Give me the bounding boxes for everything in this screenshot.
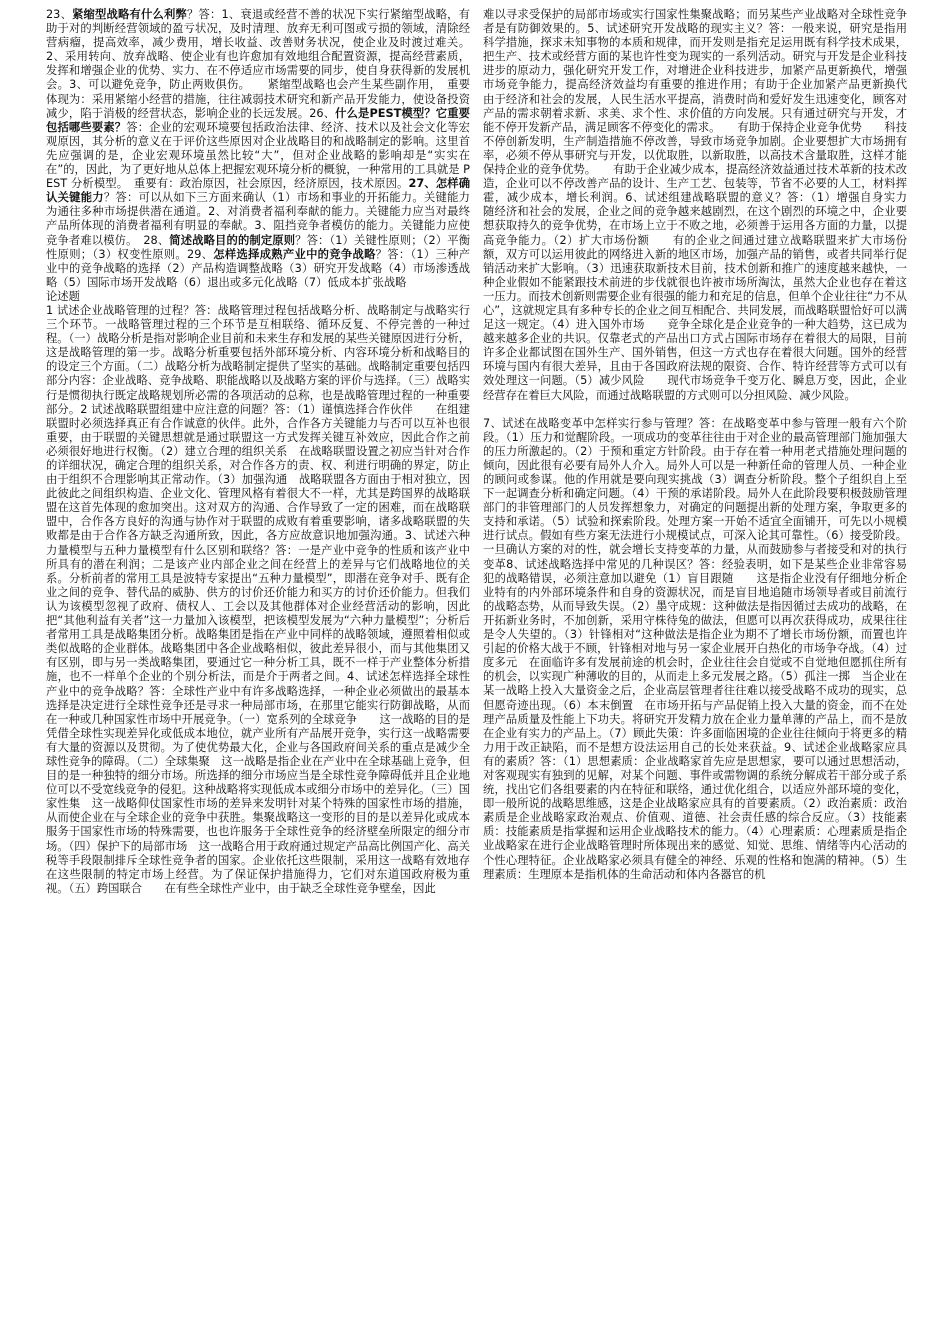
paragraph	[483, 8, 930, 403]
question-title: 怎样选择成熟产业中的竞争战略	[213, 247, 376, 261]
paragraph	[46, 304, 470, 896]
body-text: 1 试述企业战略管理的过程？答：战略管理过程包括战略分析、战略制定与战略实行三个环节。一战略管理过程的三个环节是互相联络、循环反复、不停完善的一种过程。（一）战略分析是指对影响企业目前和未来生存和发展的某些关键原因进行分析，这是战略管理的第一步。战略分析重要包括外部环境分析、内容环境分析和战略目的的设定三个方面。（二）战略分析为战略制定提供了坚实的基础。战略制定重要包括四部分内容：企业战略、竞争战略、职能战略以及战略方案的评价与选择。（三）战略实行是惯彻执行既定战略规划所必需的各项活动的总称，也是战略管理过程的一种重要部分。2 试述战略联盟组建中应注意的问题？答：（1）谨慎选择合作伙伴 在组建联盟时必须选择真正有合作诚意的伙伴。此外，合作各方关键能力与否可以互补也很重要，由于联盟的关键思想就是通过联盟这一方式发挥关键互补效应，因此合作之前必须很好地进行权衡。（2）建立合理的组织关系 在战略联盟设置之初应当针对合作的详细状况，确定合理的组织关系，对合作各方的责、权、利进行明确的界定，防止由于组织不合理影响其正常动作。（3）加强沟通 战略联盟各方面由于相对独立，因此彼此之间组织构造、企业文化、管理风格有着很大不一样，尤其是跨国界的战略联盟在这首先体现的愈加突出。这对双方的沟通、合作导致了一定的困难，而在战略联盟中，合作各方良好的沟通与协作对于联盟的成败有着重要影响，诸多战略联盟的失败都是由于合作各方缺乏沟通所致，因此，各方应故意识地加强沟通。3、试述六种力量模型与五种力量模型有什么区别和联络？答：一是产业中竞争的性质和该产业中所具有的潜在利润；二是该产业内部企业之间在经营上的差异与它们战略地位的关系。分析前者的常用工具是波特专家提出“五种力量模型”，即潜在竞争对手、既有企业之间的竞争、替代品的威胁、供方的讨价还价能力和买方的讨价还价能力。但我们认为该模型忽视了政府、债权人、工会以及其他群体对企业经营活动的影响，因此把“其他利益有关者”这一力量加入该模型，把该模型发展为“六种力量模型”；分析后者常用工具是战略集团分析。战略集团是指在产业中同样的战略领域，遵照着相似或类似战略的企业群体。战略集团中各企业战略相似，彼此差异很小，而与其他集团又有区别，即与另一类战略集团，要通过它一种分析工具，既不一样于产业整体分析措施，也不一样单个企业的个别分析法，而是介于两者之间。4、试述怎样选择全球性产业中的竞争战略？答：全球性产业中有许多战略选择，一种企业必须做出的最基本选择是决定进行全球性竞争还是寻求一种局部市场，在那里它能实行防御战略，从而在一种或几种国家性市场中开展竞争。（一）宽系列的全球竞争 这一战略的目的是凭借全球性实现差异化或低成本地位，就产业所有产品展开竞争，实行这一战略需要有大量的资源以及贯彻。为了使优势最大化，企业与各国政府间关系的重点是减少全球性竞争的障碍。（二）全球集聚 这一战略是指企业在产业中在全球基础上竞争，但目的是一种独特的细分市场。所选择的细分市场应当是全球性竞争障碍低并且企业地位可以不受宽线竞争的侵犯。这种战略将实现低成本或细分市场中的差异化。（三）国家性集 这一战略仰仗国家性市场的差异来发明针对某个特殊的国家性市场的措施，从而使企业在与全球企业的竞争中获胜。集聚战略这一变形的目的是以差异化或成本服务于国家性市场的特殊需要，也也许服务于全球性竞争的经济壁垒所限定的细分市场。（四）保护下的局部市场 这一战略合用于政府通过规定产品高比例国产化、高关税等手段限制排斥全球性竞争者的国家。企业依托这些限制，采用这一战略有效地存在这些限制的特定市场上经营。为了保证保护措施得力，它们对东道国政府极为重视。（五）跨国联合 在有些全球性产业中，由于缺乏全球性竞争壁垒，因此	[46, 303, 470, 895]
body-text: 论述题	[46, 289, 80, 303]
question-title: 简述战略目的的制定原则	[169, 233, 296, 247]
body-text: ？答：1、衰退或经营不善的状况下实行紧缩型战略，有助于对的判断经营领域的盈亏状况，及时清理、放弃无利可图或亏损的领域，清除经营病瘤，提高效率，减少费用，增长收益、改善财务状况，使企业及时渡过难关。2、采用转向、放弃战略、使企业有也许愈加有效地组合配置资源，提高经营素质，发挥和增强企业的优势、实力、在不停适应市场需要的同步，使自身获得新的发展机会。3、可以避免竞争，防止两败俱伤。 紧缩型战略也会产生某些副作用， 重要体现为：采用紧缩小经营的措施，往往减弱技术研究和新产品开发能力，使设备投资减少，陷于消极的经营状态，影响企业的长远发展。26、	[46, 8, 470, 120]
body-text: 难以寻求受保护的局部市场或实行国家性集聚战略；而另某些产业战略对全球性竞争者是有防御效果的。5、试述研究开发战略的现实主义？答：一般来说，研究是指用科学措施，探求未知事物的本质和规律，而开发则是指充足运用既有科学技术成果，把生产、技术或经营方面的某也许性变为现实的一系列活动。研究与开发是企业科技进步的原动力，强化研究开发工作，对增进企业科技进步，加紧产品更新换代，增强市场竞争能力，提高经济效益均有重要的推进作用；有助于企业加紧产品更新换代 由于经济和社会的发展，人民生活水平提高，消费时尚和爱好发生迅速变化，顾客对产品的需求朝着求新、求美、求个性、求价值的方向发展。只有通过研究与开发，才能不停开发新产品，满足顾客不停变化的需求。 有助于保持企业竞争优势 科技不停创新发明，生产制造措施不停改善，导致市场竞争加剧。企业要想扩大市场拥有率，必须不停从事研究与开发，以优取胜，以新取胜，以高技术含量取胜，这样才能保持企业的竞争优势。 有助于企业减少成本，提高经济效益通过技术革新的技术改造，企业可以不停改善产品的设计、生产工艺、包装等，节省不必要的人工，材料挥霍，减少成本，增长利润。6、试述组建战略联盟的意义？答：（1）增强自身实力 随经济和社会的发展，企业之间的竞争越来越剧烈，在这个剧烈的环境之中，企业要想获取持久的竞争优势，在市场上立于不败之地，必须善于运用各方面的力量，以提高竞争能力。（2）扩大市场份额 有的企业之间通过建立战略联盟来扩大市场份额，双方可以运用彼此的网络进入新的地区市场，加强产品的销售，或者共同举行促销活动来扩大影响。（3）迅速获取新技术目前，技术创新和推广的速度越来越快，一种企业假如不能紧跟技术前进的步伐就很也许被市场所淘汰，虽然大企业也存在着这一压力。而技术创新则需要企业有很强的能力和充足的信息，但单个企业往往“力不从心”，这就规定具有多种专长的企业之间互相配合、共同发展，而战略联盟恰好可以满足这一规定。（4）进入国外市场 竞争全球化是企业竞争的一种大趋势，这已成为越来越多企业的共识。仅靠老式的产品出口方式占国际市场存在着很大的局限，目前许多企业都试图在国外生产、国外销售，但这一方式也存在着很大问题。国外的经营环境与国内有很大差异，且由于各国政府法规的限资、合作、特许经营等方式可以有效处理这一问题。（5）减少风险 现代市场竞争千变万化、瞬息万变，因此，企业经营存在着巨大风险，而通过战略联盟的方式则可以分担风险、减少风险。	[483, 8, 930, 402]
paragraph	[46, 290, 470, 304]
question-title: 什么是PEST模型？它重要包括哪些要素？	[46, 106, 470, 134]
body-text: ？答：（1）三种产业中的竞争战略的选择（2）产品构造调整战略（3）研究开发战略（4）市场渗透战略（5）国际市场开发战略（6）退出或多元化战略（7）低成本扩张战略	[46, 247, 470, 289]
body-text: ？答：（1）关键性原则；（2）平衡性原则；（3）权变性原则。29、	[46, 233, 470, 261]
paragraph-gap	[483, 403, 907, 417]
question-title: 紧缩型战略有什么利弊	[72, 8, 187, 21]
body-text: ？答：可以从如下三方面来确认（1）市场和事业的开拓能力。关键能力为通往多种市场提供潜在通道。2、对消费者福利奉献的能力。关键能力应当对最终产品所体现的消费者福利有明显的奉献。3、阻挡竞争者模仿的能力。关键能力应使竞争者难以模仿。 28、	[46, 191, 470, 247]
right-text-column	[483, 8, 930, 1338]
body-text: 23、	[46, 8, 73, 21]
body-text: 7、试述在战略变革中怎样实行参与管理？答：在战略变革中参与管理一般有六个阶段。（1）压力和觉醒阶段。一项成功的变革往往由于对企业的最高管理部门施加强大的压力所激起的。（2）于预和重定方针阶段。由于存在着一种用老式措施处理问题的倾向，因此很有必要有局外人介入。局外人可以是一种新任命的管理人员、一种企业的顾问或参谋。他的作用就是要向现实挑战（3）调查分析阶段。整个子组织自上至下一起调查分析和确定问题。（4）干预的承诺阶段。局外人在此阶段要积极鼓励管理部门的非管理部门的人员发挥想象力，对确定的问题提出新的处理方案，争取更多的支持和承诺。（5）试验和探索阶段。处理方案一开始不适宜全面铺开，可先以小规模进行试点。假如有些方案无法进行小规模试点，可深入论其可靠性。（6）接受阶段。一旦确认方案的对的性，就会增长支持变革的力量，从而鼓励参与者接受和对的执行变革8、试述战略选择中常见的几种误区？答：经验表明，如下是某些企业非常容易犯的战略错误，必须注意加以避免（1）盲目跟随 这是指企业没有仔细地分析企业特有的内外部环境条件和自身的资源状况，而是盲目地追随市场领导者或目前流行的战略态势，从而导致失误。（2）墨守成规：这种做法是指因循过去成功的战略，在开拓新业务时，不加创新，采用守株待兔的做法，但愿可以再次获得成功，成果往往是令人失望的。（3）针锋相对“这种做法是指企业为期不了增长市场份额，而置也许引起的价格大战于不顾，针锋相对地与另一家企业展开白热化的市场争夺战。（4）过度多元 在面临许多有发展前途的机会时，企业往往会自觉或不自觉地但愿抓住所有的机会，以实现广种薄收的目的，从而走上多元发展之路。（5）孤注一掷 当企业在某一战略上投入大量资金之后，企业高层管理者往往难以接受战略不成功的现实，总 但愿奇迹出现。（6）本末倒置 在市场开拓与产品促销上投入大量的资金，而不在处理产品质量及性能上下功夫。将研究开发精力放在企业力量单薄的产品上，而不是放在企业有实力的产品上。（7）顾此失策：许多面临困境的企业往往倾向于将更多的精力用于改正缺陷，而不是想方设法运用自己的长处来获益。9、试述企业战略家应具有的素质？答：（1）思想素质：企业战略家首先应是思想家，要可以通过思想活动，对客观现实有独到的见解，对某个问题、事件或需物调的系统分解成若干部分或子系统，找出它们各组要素的内在特征和联络，通过优化组合，以适应外部环境的变化，即一般所说的战略思维感，这是企业战略家应具有的首要素质。（2）政治素质：政治素质是企业战略家政治观点、价值观、道德、社会责任感的综合反应。（3）技能素质：技能素质是指掌握和运用企业战略技术的能力。（4）心理素质：心理素质是指企业战略家在进行企业战略管理时所体现出来的感觉、知觉、思维、情绪等内心活动的个性心理特征。企业战略家必须具有健全的神经、乐观的性格和饱满的精神。（5）生理素质：生理原本是指机体的生命活动和体内各器官的机	[483, 416, 919, 881]
left-text-column	[46, 8, 470, 1338]
paragraph	[46, 8, 470, 290]
question-title: 27、怎样确认关键能力	[46, 177, 470, 205]
body-text: 答：企业的宏观环境要包括政治法律、经济、技术以及社会文化等宏观原因，其分析的意义在于评价这些原因对企业战略目的和战略制定的影响。这里首先应强调的是，企业宏观环境虽然比较“大”，但对企业战略的影响却是“实实在在”的，因此，为了更好地从总体上把握宏观环境分析的概貌，一种常用的工具就是 PEST 分析模型。 重要有：政治原因，社会原因，经济原因，技术原因。	[46, 120, 470, 191]
paragraph	[483, 416, 919, 882]
